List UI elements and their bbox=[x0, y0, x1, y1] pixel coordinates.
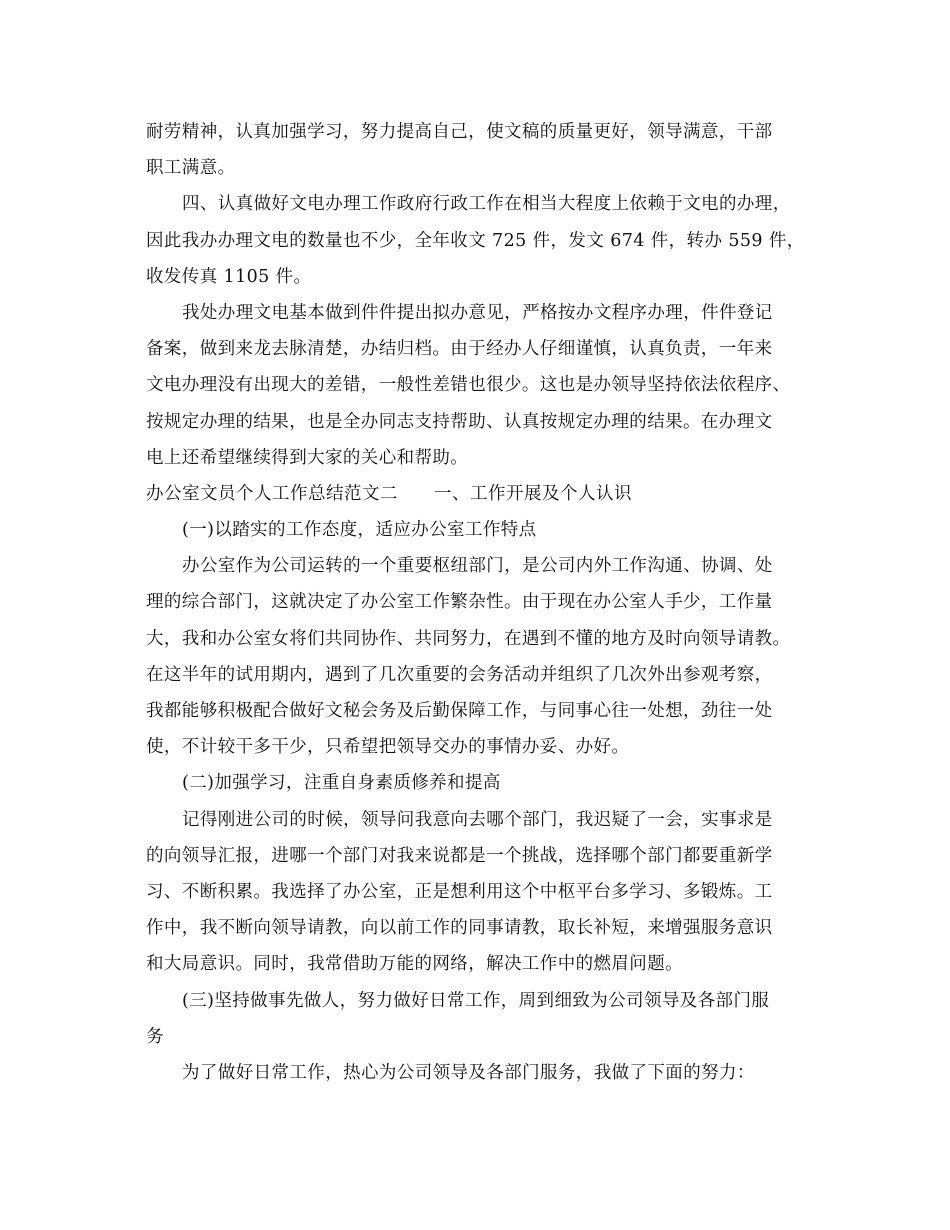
paragraph-line: 记得刚进公司的时候，领导问我意向去哪个部门，我迟疑了一会，实事求是 bbox=[182, 809, 773, 830]
subsection-heading: (三)坚持做事先做人，努力做好日常工作，周到细致为公司领导及各部门服 bbox=[182, 990, 770, 1011]
paragraph-line: 为了做好日常工作，热心为公司领导及各部门服务，我做了下面的努力： bbox=[182, 1062, 755, 1083]
paragraph-line: 耐劳精神，认真加强学习，努力提高自己，使文稿的质量更好，领导满意，干部 bbox=[146, 122, 773, 142]
paragraph-line: 办公室作为公司运转的一个重要枢纽部门，是公司内外工作沟通、协调、处 bbox=[182, 556, 773, 577]
paragraph-line: 在这半年的试用期内，遇到了几次重要的会务活动并组织了几次外出参观考察， bbox=[146, 664, 773, 685]
subsection-heading: (二)加强学习，注重自身素质修养和提高 bbox=[182, 773, 501, 794]
paragraph-line: 我处办理文电基本做到件件提出拟办意见，严格按办文程序办理，件件登记 bbox=[182, 302, 773, 323]
document-body bbox=[146, 114, 806, 1091]
paragraph-line: 职工满意。 bbox=[146, 158, 236, 179]
paragraph-line: 务 bbox=[146, 1026, 164, 1047]
paragraph-line: 使，不计较干多干少，只希望把领导交办的事情办妥、办好。 bbox=[146, 737, 630, 758]
paragraph-line: 收发传真 1105 件。 bbox=[146, 266, 312, 287]
section-heading: 一、工作开展及个人认识 bbox=[434, 483, 632, 504]
article-title: 办公室文员个人工作总结范文二 bbox=[146, 483, 398, 504]
paragraph-line: 因此我办办理文电的数量也不少，全年收文 725 件，发文 674 件，转办 559 件， bbox=[146, 230, 805, 251]
paragraph-line: 和大局意识。同时，我常借助万能的网络，解决工作中的燃眉问题。 bbox=[146, 954, 683, 975]
paragraph-line: 的向领导汇报，进哪一个部门对我来说都是一个挑战，选择哪个部门都要重新学 bbox=[146, 845, 773, 866]
article-title-line bbox=[146, 476, 806, 512]
section-four-heading-line: 四、认真做好文电办理工作政府行政工作在相当大程度上依赖于文电的办理， bbox=[182, 194, 791, 215]
paragraph-line: 备案，做到来龙去脉清楚，办结归档。由于经办人仔细谨慎，认真负责，一年来 bbox=[146, 339, 773, 360]
paragraph-line: 文电办理没有出现大的差错，一般性差错也很少。这也是办领导坚持依法依程序、 bbox=[146, 375, 791, 396]
paragraph-line: 按规定办理的结果，也是全办同志支持帮助、认真按规定办理的结果。在办理文 bbox=[146, 411, 773, 432]
paragraph-line: 作中，我不断向领导请教，向以前工作的同事请教，取长补短，来增强服务意识 bbox=[146, 918, 773, 939]
paragraph-line: 大，我和办公室女将们共同协作、共同努力，在遇到不懂的地方及时向领导请教。 bbox=[146, 628, 791, 649]
paragraph-line: 理的综合部门，这就决定了办公室工作繁杂性。由于现在办公室人手少，工作量 bbox=[146, 592, 773, 613]
paragraph-line: 我都能够积极配合做好文秘会务及后勤保障工作，与同事心往一处想，劲往一处 bbox=[146, 701, 773, 721]
paragraph-line: 电上还希望继续得到大家的关心和帮助。 bbox=[146, 447, 469, 468]
paragraph-line: 习、不断积累。我选择了办公室，正是想利用这个中枢平台多学习、多锻炼。工 bbox=[146, 881, 773, 902]
subsection-heading: (一)以踏实的工作态度，适应办公室工作特点 bbox=[182, 520, 537, 541]
